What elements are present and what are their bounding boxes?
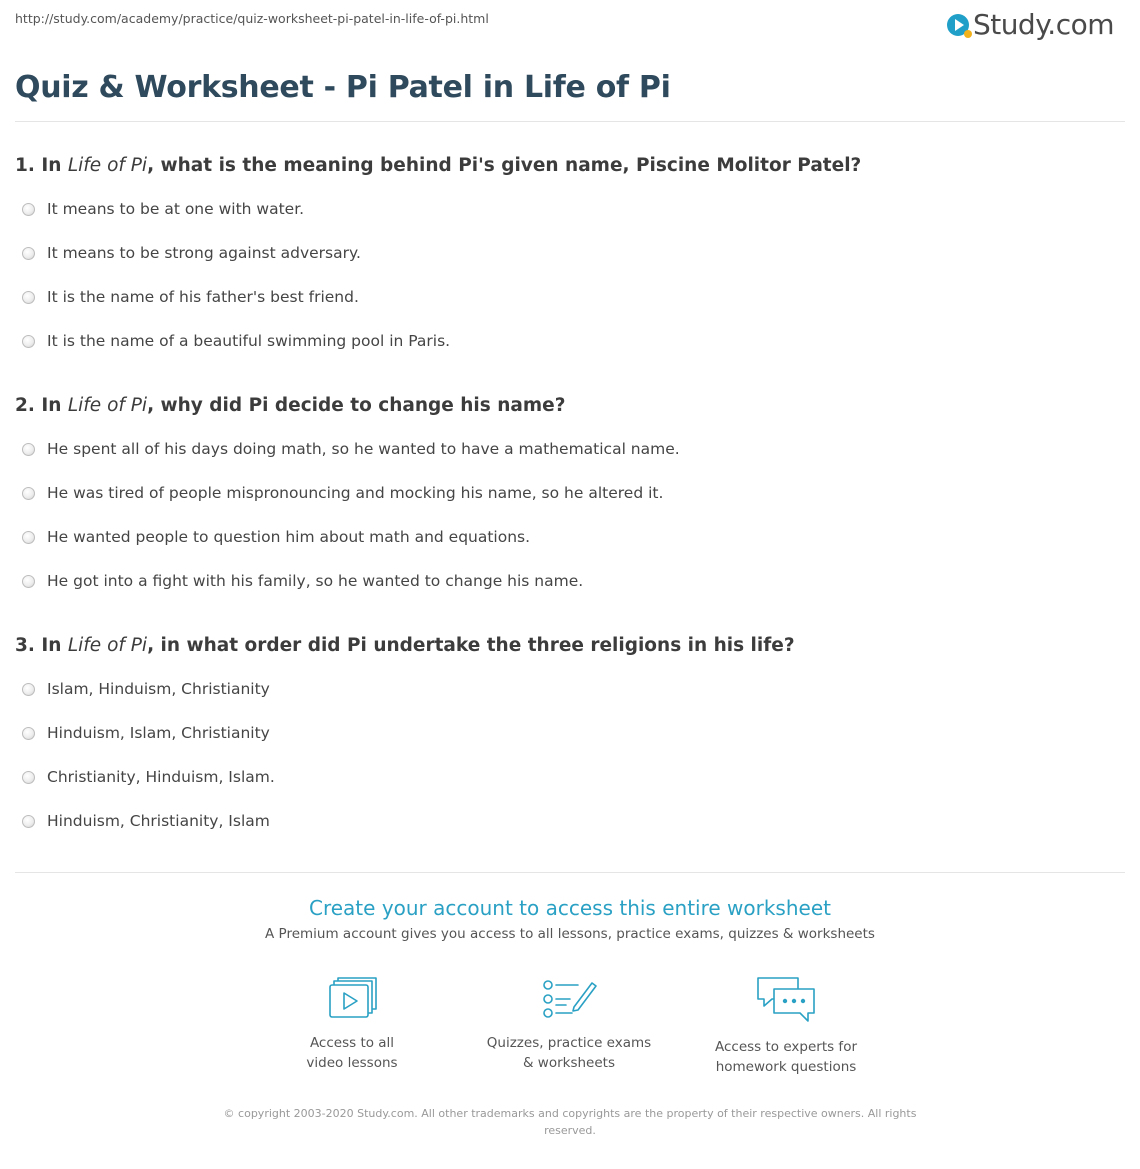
promo-subtitle: A Premium account gives you access to all lessons, practice exams, quizzes & worksheets bbox=[265, 926, 875, 942]
answer-option[interactable] bbox=[22, 484, 663, 502]
answer-option[interactable] bbox=[22, 572, 583, 590]
radio-button-icon[interactable] bbox=[22, 771, 35, 784]
answer-label: Hinduism, Christianity, Islam bbox=[47, 812, 270, 830]
question-1 bbox=[15, 155, 861, 176]
feature-video-lessons bbox=[252, 975, 452, 1073]
answer-label: He wanted people to question him about math and equations. bbox=[47, 528, 531, 546]
divider bbox=[15, 872, 1125, 873]
question-2 bbox=[15, 395, 565, 416]
answer-label: He was tired of people mispronouncing and mocking his name, so he altered it. bbox=[47, 484, 664, 502]
question-number: 3. In bbox=[15, 635, 68, 656]
radio-button-icon[interactable] bbox=[22, 443, 35, 456]
book-title: Life of Pi bbox=[67, 395, 148, 416]
feature-label-line: & worksheets bbox=[522, 1055, 615, 1071]
radio-button-icon[interactable] bbox=[22, 335, 35, 348]
copyright-line: reserved. bbox=[544, 1124, 596, 1137]
answer-label: It means to be at one with water. bbox=[47, 200, 305, 218]
question-number: 1. In bbox=[15, 155, 68, 176]
radio-button-icon[interactable] bbox=[22, 247, 35, 260]
feature-experts bbox=[686, 975, 886, 1077]
question-text: , in what order did Pi undertake the three religions in his life? bbox=[147, 635, 795, 656]
answer-option[interactable] bbox=[22, 528, 530, 546]
answer-label: It is the name of a beautiful swimming pool in Paris. bbox=[47, 332, 451, 350]
question-number: 2. In bbox=[15, 395, 68, 416]
copyright-notice bbox=[200, 1105, 940, 1139]
question-text: , why did Pi decide to change his name? bbox=[147, 395, 566, 416]
question-3 bbox=[15, 635, 795, 656]
radio-button-icon[interactable] bbox=[22, 727, 35, 740]
radio-button-icon[interactable] bbox=[22, 815, 35, 828]
radio-button-icon[interactable] bbox=[22, 531, 35, 544]
answer-label: Christianity, Hinduism, Islam. bbox=[47, 768, 275, 786]
answer-option[interactable] bbox=[22, 288, 359, 306]
video-lessons-icon bbox=[326, 975, 378, 1023]
answer-option[interactable] bbox=[22, 440, 680, 458]
question-text: , what is the meaning behind Pi's given name, Piscine Molitor Patel? bbox=[147, 155, 862, 176]
radio-button-icon[interactable] bbox=[22, 487, 35, 500]
create-account-link[interactable]: Create your account to access this entire worksheet bbox=[309, 896, 831, 920]
answer-label: It is the name of his father's best friend. bbox=[47, 288, 359, 306]
feature-label-line: video lessons bbox=[306, 1055, 398, 1071]
page-url: http://study.com/academy/practice/quiz-worksheet-pi-patel-in-life-of-pi.html bbox=[15, 11, 489, 26]
answer-label: He got into a fight with his family, so he wanted to change his name. bbox=[47, 572, 584, 590]
feature-label-line: Access to experts for bbox=[714, 1039, 857, 1055]
answer-option[interactable] bbox=[22, 724, 270, 742]
quiz-checklist-icon bbox=[540, 975, 598, 1023]
answer-option[interactable] bbox=[22, 768, 275, 786]
study-logo-icon bbox=[947, 14, 969, 36]
book-title: Life of Pi bbox=[67, 155, 148, 176]
feature-label-line: Quizzes, practice exams bbox=[486, 1035, 652, 1051]
book-title: Life of Pi bbox=[67, 635, 148, 656]
radio-button-icon[interactable] bbox=[22, 203, 35, 216]
radio-button-icon[interactable] bbox=[22, 683, 35, 696]
radio-button-icon[interactable] bbox=[22, 575, 35, 588]
feature-label-line: homework questions bbox=[715, 1059, 857, 1075]
page-title: Quiz & Worksheet - Pi Patel in Life of Pi bbox=[15, 70, 671, 105]
feature-label-line: Access to all bbox=[309, 1035, 395, 1051]
copyright-line: © copyright 2003-2020 Study.com. All other trademarks and copyrights are the property of their respective owners. All rights bbox=[223, 1107, 917, 1120]
answer-label: He spent all of his days doing math, so he wanted to have a mathematical name. bbox=[47, 440, 680, 458]
answer-option[interactable] bbox=[22, 200, 304, 218]
answer-option[interactable] bbox=[22, 244, 361, 262]
study-logo-text: Study.com bbox=[972, 8, 1114, 41]
chat-bubbles-icon bbox=[754, 975, 818, 1027]
radio-button-icon[interactable] bbox=[22, 291, 35, 304]
answer-label: It means to be strong against adversary. bbox=[47, 244, 361, 262]
answer-option[interactable] bbox=[22, 332, 450, 350]
answer-option[interactable] bbox=[22, 680, 270, 698]
study-logo[interactable] bbox=[947, 8, 1114, 41]
divider bbox=[15, 121, 1125, 122]
answer-option[interactable] bbox=[22, 812, 270, 830]
answer-label: Hinduism, Islam, Christianity bbox=[47, 724, 270, 742]
feature-quizzes bbox=[469, 975, 669, 1073]
answer-label: Islam, Hinduism, Christianity bbox=[47, 680, 270, 698]
